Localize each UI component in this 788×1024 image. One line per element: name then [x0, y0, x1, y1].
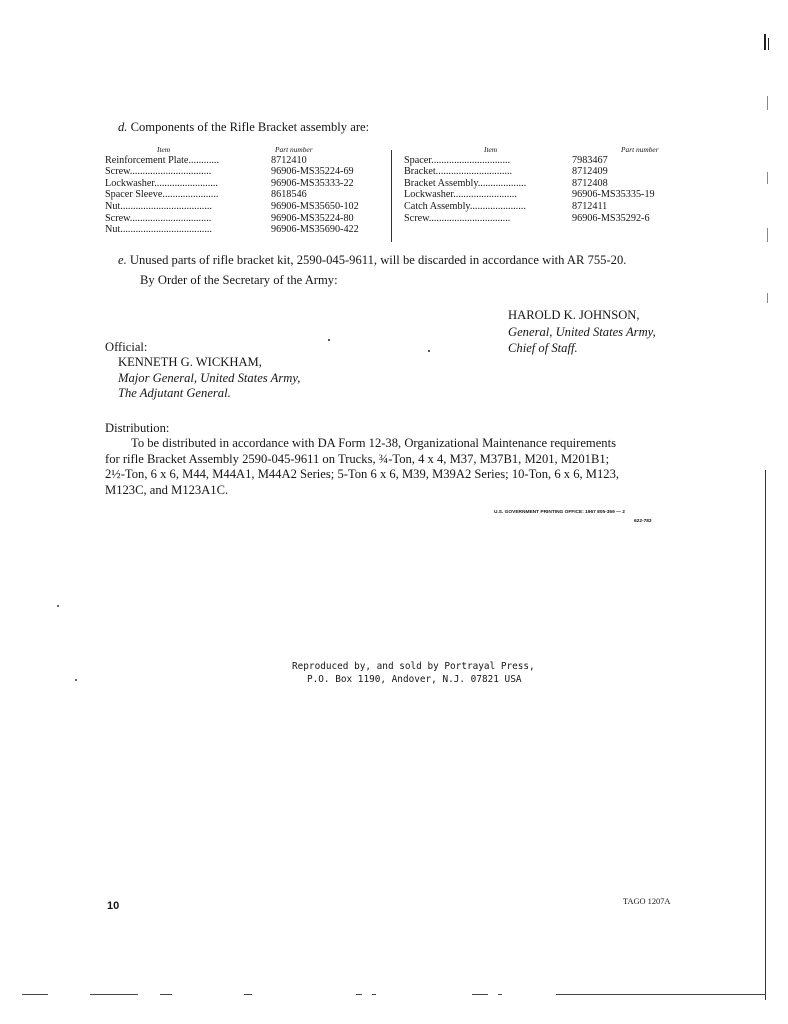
column-header-item: Item: [157, 145, 171, 154]
table-header: [105, 143, 390, 155]
tago-number: TAGO 1207A: [623, 897, 671, 906]
official-label: Official:: [105, 340, 148, 354]
scan-dash: [472, 994, 488, 995]
scan-dash: [22, 994, 48, 995]
parts-table-left: [105, 143, 390, 236]
table-row: [404, 201, 689, 213]
part-number: 96906-MS35333-22: [271, 177, 354, 189]
distribution-line: M123C, and M123A1C.: [105, 483, 229, 497]
item-name: Screw................................: [105, 212, 212, 224]
item-name: Lockwasher.........................: [404, 189, 517, 201]
official-title-2: The Adjutant General.: [118, 386, 231, 400]
printing-office-imprint: U.S. GOVERNMENT PRINTING OFFICE: 1967 805-359 — 2: [494, 510, 625, 515]
column-header-part-number: Part number: [275, 145, 313, 154]
item-name: Spacer Sleeve......................: [105, 189, 219, 201]
item-name: Screw................................: [105, 166, 212, 178]
item-name: Lockwasher.........................: [105, 177, 218, 189]
part-number: 8712409: [572, 166, 608, 178]
scan-speck: [428, 350, 430, 352]
scan-speck: [75, 679, 77, 681]
table-row: [404, 166, 689, 178]
scan-dash: [90, 994, 138, 995]
item-name: Nut....................................: [105, 200, 212, 212]
table-row: [404, 189, 689, 201]
part-number: 8618546: [271, 189, 307, 201]
table-row: [105, 213, 390, 225]
part-number: 7983467: [572, 154, 608, 166]
margin-mark: [767, 228, 768, 242]
table-row: [105, 178, 390, 190]
part-number: 8712411: [572, 200, 608, 212]
item-name: Screw................................: [404, 212, 511, 224]
table-column-divider: [391, 150, 392, 242]
scan-dash: [356, 994, 362, 995]
part-number: 96906-MS35224-80: [271, 212, 354, 224]
table-row: [105, 189, 390, 201]
item-name: Catch Assembly......................: [404, 200, 526, 212]
order-line: By Order of the Secretary of the Army:: [140, 273, 338, 287]
distribution-line: To be distributed in accordance with DA Form 12-38, Organizational Maintenance requirements: [131, 436, 616, 450]
margin-mark: [767, 172, 768, 184]
parts-table-right: [404, 143, 689, 224]
section-d-text: Components of the Rifle Bracket assembly are:: [130, 120, 370, 134]
table-row: [404, 213, 689, 225]
section-e-text: Unused parts of rifle bracket kit, 2590-045-9611, will be discarded in accordance with AR 755-20.: [129, 253, 627, 267]
item-name: Bracket Assembly...................: [404, 177, 527, 189]
reproduced-notice-line-2: P.O. Box 1190, Andover, N.J. 07821 USA: [307, 674, 522, 685]
signature-title-1: General, United States Army,: [508, 325, 656, 339]
part-number: 8712408: [572, 177, 608, 189]
scan-dash: [244, 994, 252, 995]
item-name: Spacer...............................: [404, 154, 511, 166]
section-d-heading: [118, 120, 369, 135]
distribution-line: for rifle Bracket Assembly 2590-045-9611 on Trucks, ¾-Ton, 4 x 4, M37, M37B1, M201, M201B1;: [105, 452, 610, 466]
part-number: 96906-MS35335-19: [572, 189, 655, 201]
scan-dash: [160, 994, 172, 995]
section-e-paragraph: [118, 253, 626, 268]
official-title-1: Major General, United States Army,: [118, 371, 301, 385]
scan-dash: [498, 994, 502, 995]
table-row: [105, 166, 390, 178]
table-row: [404, 155, 689, 167]
margin-mark: [767, 96, 768, 110]
signature-title-2: Chief of Staff.: [508, 341, 578, 355]
table-row: [105, 224, 390, 236]
scan-dash: [556, 994, 766, 995]
item-name: Nut....................................: [105, 224, 212, 236]
official-name: KENNETH G. WICKHAM,: [118, 355, 262, 369]
table-row: [105, 201, 390, 213]
table-row: [105, 155, 390, 167]
scan-speck: [57, 605, 59, 607]
part-number: 96906-MS35292-6: [572, 212, 650, 224]
item-name: Bracket..............................: [404, 166, 513, 178]
page-number: 10: [107, 900, 120, 912]
column-header-part-number: Part number: [621, 145, 659, 154]
part-number: 96906-MS35650-102: [271, 200, 359, 212]
table-header: [404, 143, 689, 155]
distribution-line: 2½-Ton, 6 x 6, M44, M44A1, M44A2 Series; 5-Ton 6 x 6, M39, M39A2 Series; 10-Ton, 6 x 6, M123,: [105, 467, 620, 481]
distribution-label: Distribution:: [105, 421, 170, 435]
section-e-label: e.: [118, 253, 127, 267]
margin-mark: [764, 34, 766, 50]
reproduced-notice-line-1: Reproduced by, and sold by Portrayal Press,: [292, 661, 535, 672]
column-header-item: Item: [484, 145, 498, 154]
table-row: [404, 178, 689, 190]
margin-mark: [768, 38, 769, 50]
printing-office-code: 622-783: [634, 519, 652, 524]
scan-speck: [328, 339, 330, 341]
section-d-label: d.: [118, 120, 128, 134]
part-number: 8712410: [271, 154, 307, 166]
margin-mark: [767, 293, 768, 303]
item-name: Reinforcement Plate............: [105, 154, 220, 166]
part-number: 96906-MS35224-69: [271, 166, 354, 178]
page-edge-line: [765, 470, 766, 1000]
signature-name: HAROLD K. JOHNSON,: [508, 308, 640, 322]
part-number: 96906-MS35690-422: [271, 224, 359, 236]
scan-dash: [372, 994, 376, 995]
